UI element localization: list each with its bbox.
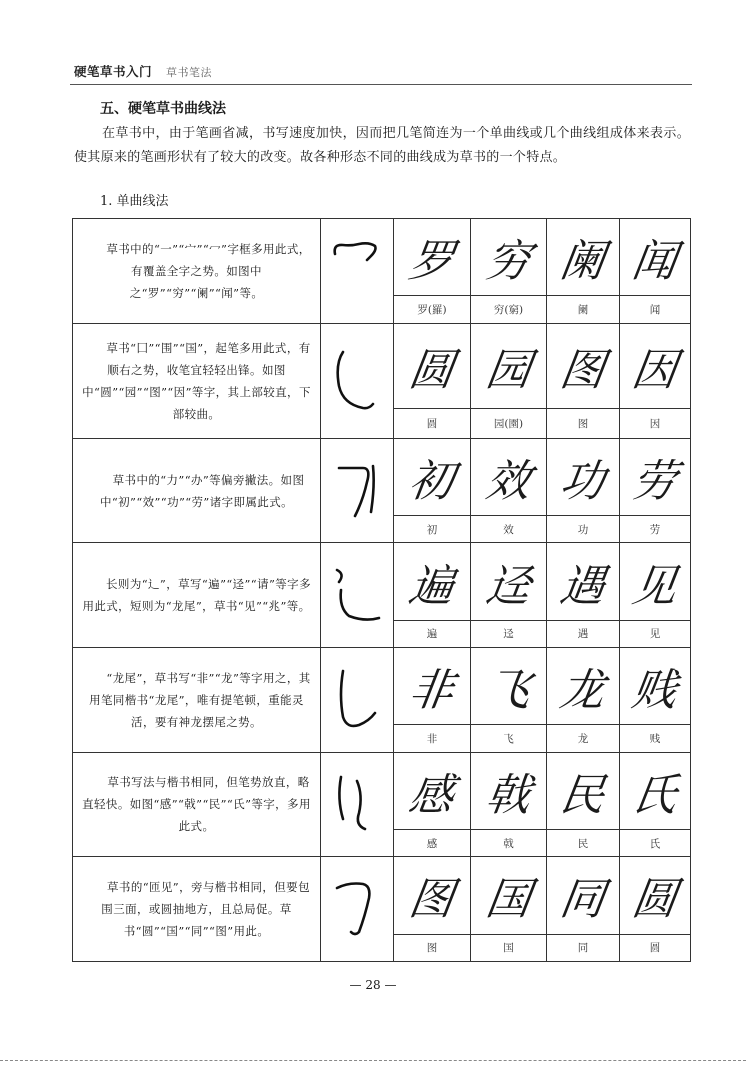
cursive-sample — [471, 648, 547, 725]
stroke-sample-icon — [329, 346, 385, 416]
stroke-sample-icon — [329, 236, 385, 306]
stroke-sample-icon — [329, 560, 385, 630]
stroke-path — [335, 243, 376, 260]
cursive-glyph: 圆 — [405, 344, 457, 396]
glyph-caption: 遇 — [547, 620, 620, 647]
cursive-glyph: 贱 — [628, 665, 680, 717]
cursive-sample — [394, 857, 471, 934]
glyph-caption: 罗(羅) — [394, 296, 471, 323]
glyph-caption: 效 — [471, 516, 547, 543]
cursive-sample — [547, 857, 620, 934]
cursive-glyph: 国 — [482, 874, 534, 926]
cursive-glyph: 戟 — [482, 769, 534, 821]
cursive-sample — [620, 857, 691, 934]
glyph-caption: 闻 — [620, 296, 691, 323]
cursive-sample — [620, 323, 691, 408]
cursive-sample — [547, 438, 620, 515]
stroke-sample-icon — [329, 874, 385, 944]
cursive-sample — [394, 219, 471, 296]
cursive-glyph: 闻 — [628, 236, 680, 288]
cursive-sample — [620, 648, 691, 725]
row-description — [73, 438, 321, 543]
cursive-sample — [394, 752, 471, 829]
stroke-sample — [321, 438, 394, 543]
cursive-sample — [547, 752, 620, 829]
cursive-glyph: 民 — [556, 769, 608, 821]
cursive-sample — [547, 323, 620, 408]
stroke-sample — [321, 752, 394, 857]
stroke-table — [72, 218, 691, 962]
cursive-glyph: 因 — [628, 344, 680, 396]
cursive-sample — [471, 219, 547, 296]
glyph-caption: 遍 — [394, 620, 471, 647]
cursive-glyph: 同 — [556, 874, 608, 926]
footer-rule — [0, 1060, 746, 1061]
cursive-sample — [620, 752, 691, 829]
cursive-glyph: 飞 — [482, 665, 534, 717]
row-description — [73, 543, 321, 648]
row-description — [73, 857, 321, 962]
cursive-glyph: 园 — [482, 344, 534, 396]
header-rule — [70, 84, 692, 85]
stroke-path — [338, 352, 373, 408]
cursive-sample — [394, 648, 471, 725]
glyph-caption: 国 — [471, 934, 547, 961]
cursive-glyph: 氏 — [628, 769, 680, 821]
table-row — [73, 219, 691, 296]
glyph-caption: 非 — [394, 725, 471, 752]
section-intro: 在草书中，由于笔画省减，书写速度加快，因而把几笔简连为一个单曲线或几个曲线组成体来表示。使其原来的笔画形状有了较大的改变。故各种形态不同的曲线成为草书的一个特点。 — [74, 126, 690, 165]
description-text: 长则为“辶”，草写“遍”“迳”“请”等字多用此式，短则为“龙尾”，草书“见”“兆”等。 — [82, 577, 311, 614]
table-row — [73, 648, 691, 725]
cursive-glyph: 遇 — [556, 560, 608, 612]
table-row — [73, 857, 691, 934]
glyph-caption: 图 — [394, 934, 471, 961]
table-row — [73, 323, 691, 408]
cursive-glyph: 迳 — [482, 560, 534, 612]
cursive-glyph: 感 — [405, 769, 457, 821]
row-description — [73, 752, 321, 857]
running-header — [74, 62, 212, 80]
glyph-caption: 戟 — [471, 829, 547, 856]
stroke-sample — [321, 323, 394, 438]
cursive-glyph: 图 — [405, 874, 457, 926]
stroke-sample-icon — [329, 769, 385, 839]
cursive-sample — [471, 752, 547, 829]
stroke-sample — [321, 648, 394, 753]
cursive-glyph: 效 — [482, 456, 534, 508]
row-description — [73, 648, 321, 753]
glyph-caption: 感 — [394, 829, 471, 856]
cursive-glyph: 龙 — [556, 665, 608, 717]
cursive-glyph: 图 — [556, 344, 608, 396]
cursive-sample — [547, 219, 620, 296]
glyph-caption: 因 — [620, 408, 691, 438]
cursive-sample — [471, 857, 547, 934]
cursive-sample — [620, 543, 691, 620]
cursive-glyph: 罗 — [405, 236, 457, 288]
description-text: 草书中的“一”“宀”“冖”字框多用此式，有覆盖全字之势。如图中之“罗”“穷”“阑”“闻”等。 — [106, 241, 311, 300]
cursive-sample — [471, 438, 547, 515]
section-title: 五、硬笔草书曲线法 — [100, 101, 226, 117]
subsection-title: 1. 单曲线法 — [100, 194, 169, 209]
cursive-glyph: 遍 — [405, 560, 457, 612]
glyph-caption: 初 — [394, 516, 471, 543]
header-subtitle: 草书笔法 — [166, 66, 213, 79]
cursive-sample — [547, 543, 620, 620]
glyph-caption: 见 — [620, 620, 691, 647]
stroke-path — [337, 570, 379, 620]
cursive-sample — [471, 543, 547, 620]
stroke-sample — [321, 543, 394, 648]
stroke-sample-icon — [329, 665, 385, 735]
book-title: 硬笔草书入门 — [74, 64, 153, 79]
glyph-caption: 阑 — [547, 296, 620, 323]
glyph-caption: 同 — [547, 934, 620, 961]
stroke-path — [341, 671, 375, 726]
glyph-caption: 穷(窮) — [471, 296, 547, 323]
glyph-caption: 龙 — [547, 725, 620, 752]
glyph-caption: 民 — [547, 829, 620, 856]
glyph-caption: 园(園) — [471, 408, 547, 438]
description-text: 草书中的“力”“办”等偏旁撇法。如图中“初”“效”“功”“劳”诸字即属此式。 — [99, 472, 305, 509]
stroke-sample — [321, 219, 394, 324]
cursive-sample — [547, 648, 620, 725]
table-row — [73, 438, 691, 515]
glyph-caption: 圆 — [620, 934, 691, 961]
cursive-sample — [620, 438, 691, 515]
cursive-sample — [620, 219, 691, 296]
glyph-caption: 飞 — [471, 725, 547, 752]
glyph-caption: 图 — [547, 408, 620, 438]
glyph-caption: 圆 — [394, 408, 471, 438]
cursive-glyph: 功 — [556, 456, 608, 508]
description-text: “龙尾”，草书写“非”“龙”等字用之，其用笔同楷书“龙尾”，唯有提笔顿，重能灵活，要有神龙摆尾之势。 — [89, 670, 311, 729]
cursive-sample — [394, 323, 471, 408]
cursive-sample — [394, 543, 471, 620]
cursive-glyph: 初 — [405, 456, 457, 508]
glyph-caption: 氏 — [620, 829, 691, 856]
table-row — [73, 752, 691, 829]
cursive-glyph: 见 — [628, 560, 680, 612]
stroke-sample — [321, 857, 394, 962]
glyph-caption: 迳 — [471, 620, 547, 647]
description-text: 草书写法与楷书相同，但笔势放直，略直轻快。如图“感”“戟”“民”“氏”等字，多用此式。 — [82, 775, 311, 834]
cursive-glyph: 劳 — [628, 456, 680, 508]
row-description — [73, 219, 321, 324]
cursive-glyph: 圆 — [628, 874, 680, 926]
description-text: 草书的“匝见”，旁与楷书相同，但要包围三面，或圆抽地方，且总局促。草书“圆”“国”“同”“图”用此。 — [101, 880, 310, 939]
stroke-path — [339, 777, 365, 829]
glyph-caption: 贱 — [620, 725, 691, 752]
page-number: — 28 — — [349, 978, 397, 992]
cursive-glyph: 阑 — [556, 236, 608, 288]
cursive-sample — [394, 438, 471, 515]
stroke-path — [337, 884, 369, 935]
description-text: 草书“囗”“围”“国”，起笔多用此式，有顺右之势，收笔宜轻轻出锋。如图中“圆”“园”“图”“因”等字，其上部较直，下部较曲。 — [82, 340, 311, 421]
glyph-caption: 劳 — [620, 516, 691, 543]
table-row — [73, 543, 691, 620]
row-description — [73, 323, 321, 438]
stroke-sample-icon — [329, 456, 385, 526]
glyph-caption: 功 — [547, 516, 620, 543]
cursive-glyph: 穷 — [482, 236, 534, 288]
cursive-glyph: 非 — [405, 665, 457, 717]
stroke-path — [339, 466, 374, 516]
cursive-sample — [471, 323, 547, 408]
